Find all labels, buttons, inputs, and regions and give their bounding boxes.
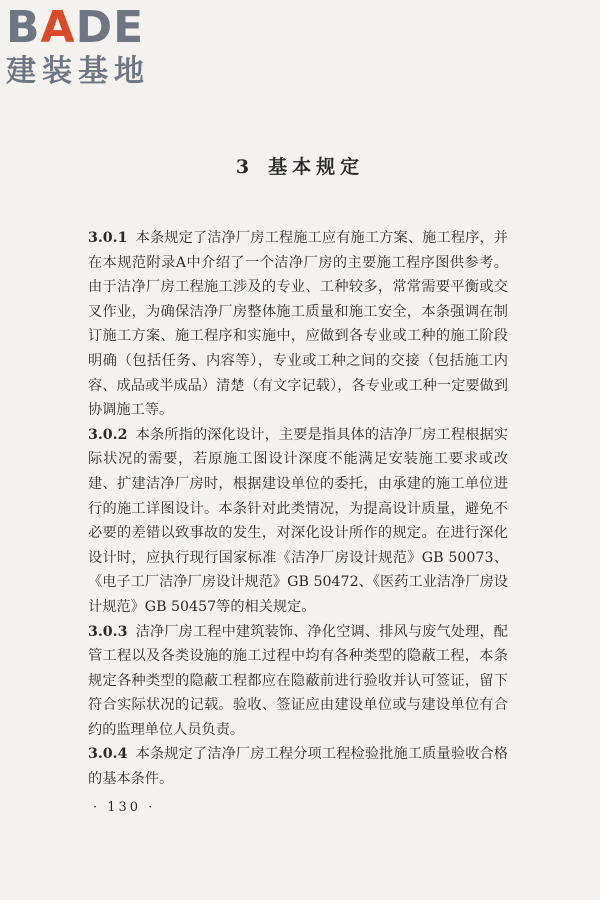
clause-number: 3.0.1 xyxy=(88,230,128,246)
clause-list xyxy=(88,226,508,792)
bade-logo xyxy=(6,4,176,90)
clause-3-0-3 xyxy=(88,620,508,743)
chapter-heading xyxy=(0,152,600,179)
clause-number: 3.0.3 xyxy=(88,623,128,640)
logo-letter-b: B xyxy=(6,2,41,53)
page-number: · 130 · xyxy=(93,800,156,815)
clause-text: 本条所指的深化设计，主要是指具体的洁净厂房工程根据实际状况的需要，若原施工图设计深度不能满足安装施工要求或改建、扩建洁净厂房时，根据建设单位的委托，由承建的施工单位进行的施工详图设计。本条针对此类情况，为提高设计质量，避免不必要的差错以致事故的发生，对深化设计所作的规定。在进行深化设计时，应执行现行国家标准《洁净厂房设计规范》GB 50073、《电子工厂洁净厂房设计规范》GB 50472、《医药工业洁净厂房设计规范》GB 50457等的相关规定。 xyxy=(88,426,508,615)
logo-subtitle: 建装基地 xyxy=(6,54,150,89)
clause-text: 本条规定了洁净厂房工程分项工程检验批施工质量验收合格的基本条件。 xyxy=(88,746,508,788)
clause-text: 洁净厂房工程中建筑装饰、净化空调、排风与废气处理，配管工程以及各类设施的施工过程中均有各种类型的隐蔽工程，本条规定各种类型的隐蔽工程都应在隐蔽前进行验收并认可签证，留下符合实际状况的记载。验收、签证应由建设单位或与建设单位有合约的监理单位人员负责。 xyxy=(88,623,508,738)
clause-3-0-1 xyxy=(88,226,508,423)
chapter-number: 3 xyxy=(235,156,255,178)
clause-text: 本条规定了洁净厂房工程施工应有施工方案、施工程序，并在本规范附录A中介绍了一个洁净厂房的主要施工程序图供参考。由于洁净厂房工程施工涉及的专业、工种较多，常常需要平衡或交叉作业，为确保洁净厂房整体施工质量和施工安全，本条强调在制订施工方案、施工程序和实施中，应做到各专业或工种的施工阶段明确（包括任务、内容等），专业或工种之间的交接（包括施工内容、成品或半成品）清楚（有文字记载），各专业或工种一定要做到协调施工等。 xyxy=(88,230,508,419)
clause-number: 3.0.4 xyxy=(88,746,128,763)
logo-wordmark xyxy=(6,4,176,52)
clause-number: 3.0.2 xyxy=(88,426,128,443)
logo-letter-a: A xyxy=(40,2,76,53)
clause-3-0-2 xyxy=(88,423,508,620)
logo-letters-de: DE xyxy=(75,2,145,53)
clause-3-0-4 xyxy=(88,742,508,791)
chapter-title: 基本规定 xyxy=(268,156,365,178)
